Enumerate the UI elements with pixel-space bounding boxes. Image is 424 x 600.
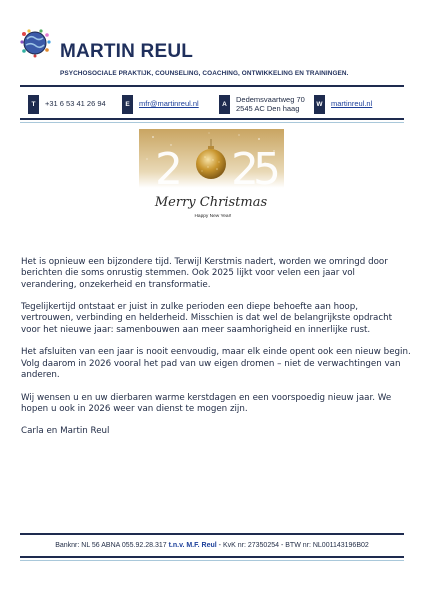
address-line-1: Dedemsvaartweg 70 xyxy=(236,94,305,104)
footer-account-holder: t.n.v. M.F. Reul xyxy=(168,542,217,549)
footer-kvk: KvK nr: 27350254 xyxy=(222,542,279,549)
svg-text:2: 2 xyxy=(155,144,183,195)
card-greeting: Merry Christmas xyxy=(154,195,268,210)
contact-address xyxy=(219,92,305,116)
address-badge-icon: A xyxy=(219,95,230,114)
contact-phone xyxy=(28,92,106,116)
letter-paragraph-4: Wij wensen u en uw dierbaren warme kerstdagen en een voorspoedig nieuw jaar. We hopen u ook in 2026 weer van dienst te mogen zijn. xyxy=(21,392,392,414)
card-subgreeting: Happy New Year! xyxy=(194,214,232,219)
web-badge-icon: W xyxy=(314,95,325,114)
footer-bank: Banknr: NL 56 ABNA 055.92.28.317 xyxy=(55,542,167,549)
header-top-rule xyxy=(20,85,404,87)
svg-text:5: 5 xyxy=(253,144,281,195)
globe-logo-icon xyxy=(18,28,56,58)
footer-top-rule xyxy=(20,533,404,535)
email-badge-icon: E xyxy=(122,95,133,114)
footer-info xyxy=(0,542,424,549)
brand-tagline: PSYCHOSOCIALE PRAKTIJK, COUNSELING, COACHING, ONTWIKKELING EN TRAININGEN. xyxy=(60,70,349,77)
phone-badge-icon: T xyxy=(28,95,39,114)
letter-paragraph-2: Tegelijkertijd ontstaat er juist in zulke perioden een diepe behoefte aan hoop, vertrouwen, verbinding en helderheid. Misschien is dat wel de belangrijkste opdracht voor het nieuwe jaar: samenbouwen aan meer saamhorigheid en innerlijke rust. xyxy=(21,302,393,335)
footer-separator: - xyxy=(280,542,284,549)
letter-body xyxy=(21,257,411,449)
letter-paragraph-1: Het is opnieuw een bijzondere tijd. Terwijl Kerstmis nadert, worden we omringd door berichten die soms onrustig stemmen. Ook 2025 lijkt voor velen een jaar vol verandering, onzekerheid en transformatie. xyxy=(21,257,388,290)
letter-signature: Carla en Martin Reul xyxy=(21,426,110,437)
contact-website xyxy=(314,92,372,116)
address-line-2: 2545 AC Den haag xyxy=(236,104,300,113)
footer-separator: - xyxy=(218,542,221,549)
svg-text:2: 2 xyxy=(231,144,259,195)
contact-bottom-rule xyxy=(20,118,404,120)
letter-paragraph-3: Het afsluiten van een jaar is nooit eenvoudig, maar elk einde opent ook een nieuw begin. Volg daarom in 2026 vooral het pad van uw eigen dromen – niet de verwachtingen van anderen. xyxy=(21,347,411,380)
email-link[interactable]: mfr@martinreul.nl xyxy=(139,99,199,109)
footer-accent-rule xyxy=(20,560,404,562)
phone-number: +31 6 53 41 26 94 xyxy=(45,99,106,109)
footer-btw: BTW nr: NL001143196B02 xyxy=(285,542,369,549)
christmas-card-image xyxy=(139,129,284,224)
website-link[interactable]: martinreul.nl xyxy=(331,99,373,109)
contact-email xyxy=(122,92,199,116)
contact-accent-rule xyxy=(20,122,404,124)
footer-bottom-rule xyxy=(20,556,404,558)
brand-name: MARTIN REUL xyxy=(60,41,194,62)
